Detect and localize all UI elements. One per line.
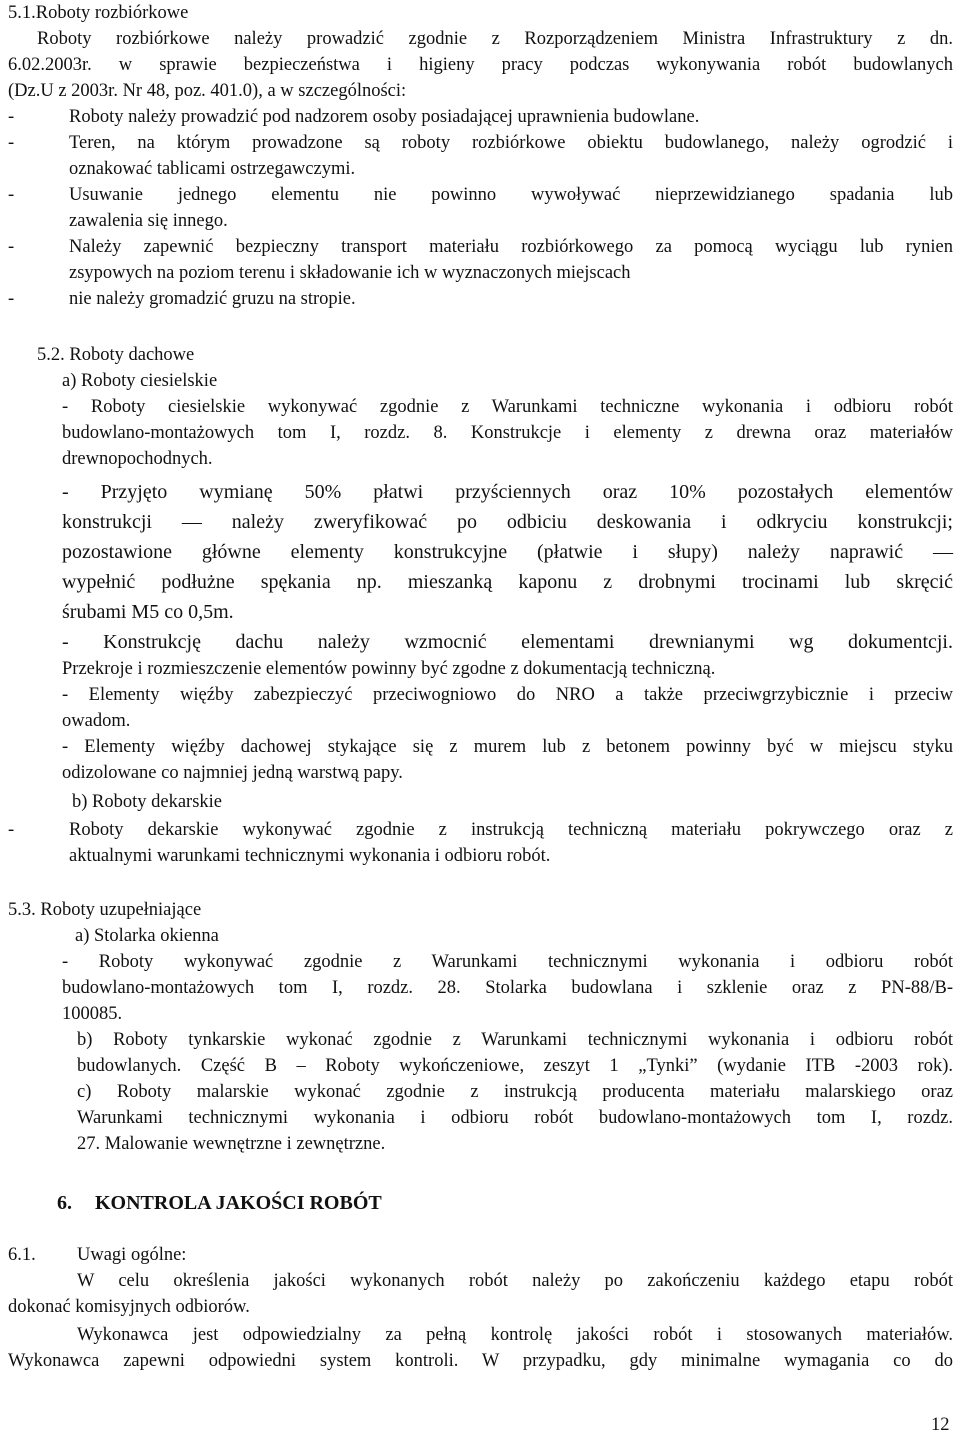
paragraph-line: budowlano-montażowych tom I, rozdz. 28. Stolarka budowlana i szklenie oraz z PN-88/B-	[62, 978, 953, 998]
bullet-item: Roboty należy prowadzić pod nadzorem osoby posiadającej uprawnienia budowlane.	[69, 107, 700, 127]
paragraph-line: pozostawione główne elementy konstrukcyjne (płatwie i słupy) należy naprawić —	[62, 541, 953, 563]
bullet-dash: -	[8, 185, 15, 205]
paragraph-line: - Elementy więźby dachowej stykające się z murem lub z betonem powinny być w miejscu styku	[62, 737, 953, 757]
bullet-dash: -	[8, 237, 15, 257]
bullet-dash: -	[8, 820, 15, 840]
paragraph-line: śrubami M5 co 0,5m.	[62, 601, 234, 623]
paragraph-line: 6.02.2003r. w sprawie bezpieczeństwa i higieny pracy podczas wykonywania robót budowlanych	[8, 55, 953, 75]
subsection-heading: a) Stolarka okienna	[75, 926, 219, 946]
subsection-heading: b) Roboty dekarskie	[72, 792, 223, 812]
subsection-heading: a) Roboty ciesielskie	[62, 371, 218, 391]
section-heading-5-3: 5.3. Roboty uzupełniające	[8, 900, 202, 920]
chapter-number: 6.	[57, 1192, 72, 1214]
bullet-item: nie należy gromadzić gruzu na stropie.	[69, 289, 356, 309]
bullet-item-continued: zawalenia się innego.	[69, 211, 228, 231]
paragraph-line: Przekroje i rozmieszczenie elementów powinny być zgodne z dokumentacją techniczną.	[62, 659, 716, 679]
bullet-item-continued: zsypowych na poziom terenu i składowanie ich w wyznaczonych miejscach	[69, 263, 631, 283]
paragraph-line: budowlanych. Część B – Roboty wykończeniowe, zeszyt 1 „Tynki” (wydanie ITB -2003 rok).	[77, 1056, 953, 1076]
section-number-6-1: 6.1.	[8, 1245, 36, 1265]
paragraph-line: (Dz.U z 2003r. Nr 48, poz. 401.0), a w szczególności:	[8, 81, 407, 101]
bullet-item: Należy zapewnić bezpieczny transport materiału rozbiórkowego za pomocą wyciągu lub rynien	[69, 237, 953, 257]
section-heading-5-2: 5.2. Roboty dachowe	[37, 345, 195, 365]
bullet-dash: -	[8, 289, 15, 309]
bullet-dash: -	[8, 133, 15, 153]
paragraph-line: 100085.	[62, 1004, 123, 1024]
section-heading-5-1: 5.1.Roboty rozbiórkowe	[8, 3, 189, 23]
bullet-item: Roboty dekarskie wykonywać zgodnie z instrukcją techniczną materiału pokrywczego oraz z	[69, 820, 953, 840]
bullet-dash: -	[8, 107, 15, 127]
paragraph-line: - Konstrukcję dachu należy wzmocnić elementami drewnianymi wg dokumentcji.	[62, 631, 953, 653]
paragraph-line: - Roboty wykonywać zgodnie z Warunkami technicznymi wykonania i odbioru robót	[62, 952, 953, 972]
paragraph-line: owadom.	[62, 711, 131, 731]
paragraph-line: - Roboty ciesielskie wykonywać zgodnie z Warunkami techniczne wykonania i odbioru robót	[62, 397, 953, 417]
page-number: 12	[931, 1415, 950, 1435]
paragraph-line: Warunkami technicznymi wykonania i odbioru robót budowlano-montażowych tom I, rozdz.	[77, 1108, 953, 1128]
paragraph-line: W celu określenia jakości wykonanych robót należy po zakończeniu każdego etapu robót	[77, 1271, 953, 1291]
paragraph-line: dokonać komisyjnych odbiorów.	[8, 1297, 250, 1317]
paragraph-line: drewnopochodnych.	[62, 449, 213, 469]
paragraph-line: Roboty rozbiórkowe należy prowadzić zgodnie z Rozporządzeniem Ministra Infrastruktury z dn.	[37, 29, 953, 49]
bullet-item-continued: oznakować tablicami ostrzegawczymi.	[69, 159, 356, 179]
bullet-item: Teren, na którym prowadzone są roboty rozbiórkowe obiektu budowlanego, należy ogrodzić i	[69, 133, 953, 153]
paragraph-line: c) Roboty malarskie wykonać zgodnie z instrukcją producenta materiału malarskiego oraz	[77, 1082, 953, 1102]
chapter-title: KONTROLA JAKOŚCI ROBÓT	[95, 1192, 382, 1214]
paragraph-line: Wykonawca zapewni odpowiedni system kontroli. W przypadku, gdy minimalne wymagania co do	[8, 1351, 953, 1371]
section-heading-6-1: Uwagi ogólne:	[77, 1245, 187, 1265]
paragraph-line: b) Roboty tynkarskie wykonać zgodnie z Warunkami technicznymi wykonania i odbioru robót	[77, 1030, 953, 1050]
paragraph-line: Wykonawca jest odpowiedzialny za pełną kontrolę jakości robót i stosowanych materiałów.	[77, 1325, 953, 1345]
paragraph-line: - Elementy więźby zabezpieczyć przeciwogniowo do NRO a także przeciwgrzybicznie i przeciw	[62, 685, 953, 705]
bullet-item-continued: aktualnymi warunkami technicznymi wykonania i odbioru robót.	[69, 846, 551, 866]
bullet-item: Usuwanie jednego elementu nie powinno wywoływać nieprzewidzianego spadania lub	[69, 185, 953, 205]
paragraph-line: konstrukcji — należy zweryfikować po odbiciu deskowania i odkryciu konstrukcji;	[62, 511, 953, 533]
paragraph-line: budowlano-montażowych tom I, rozdz. 8. Konstrukcje i elementy z drewna oraz materiałów	[62, 423, 953, 443]
paragraph-line: wypełnić podłużne spękania np. mieszanką kaponu z drobnymi trocinami lub skręcić	[62, 571, 953, 593]
paragraph-line: - Przyjęto wymianę 50% płatwi przyściennych oraz 10% pozostałych elementów	[62, 481, 953, 503]
paragraph-line: 27. Malowanie wewnętrzne i zewnętrzne.	[77, 1134, 386, 1154]
paragraph-line: odizolowane co najmniej jedną warstwą papy.	[62, 763, 403, 783]
